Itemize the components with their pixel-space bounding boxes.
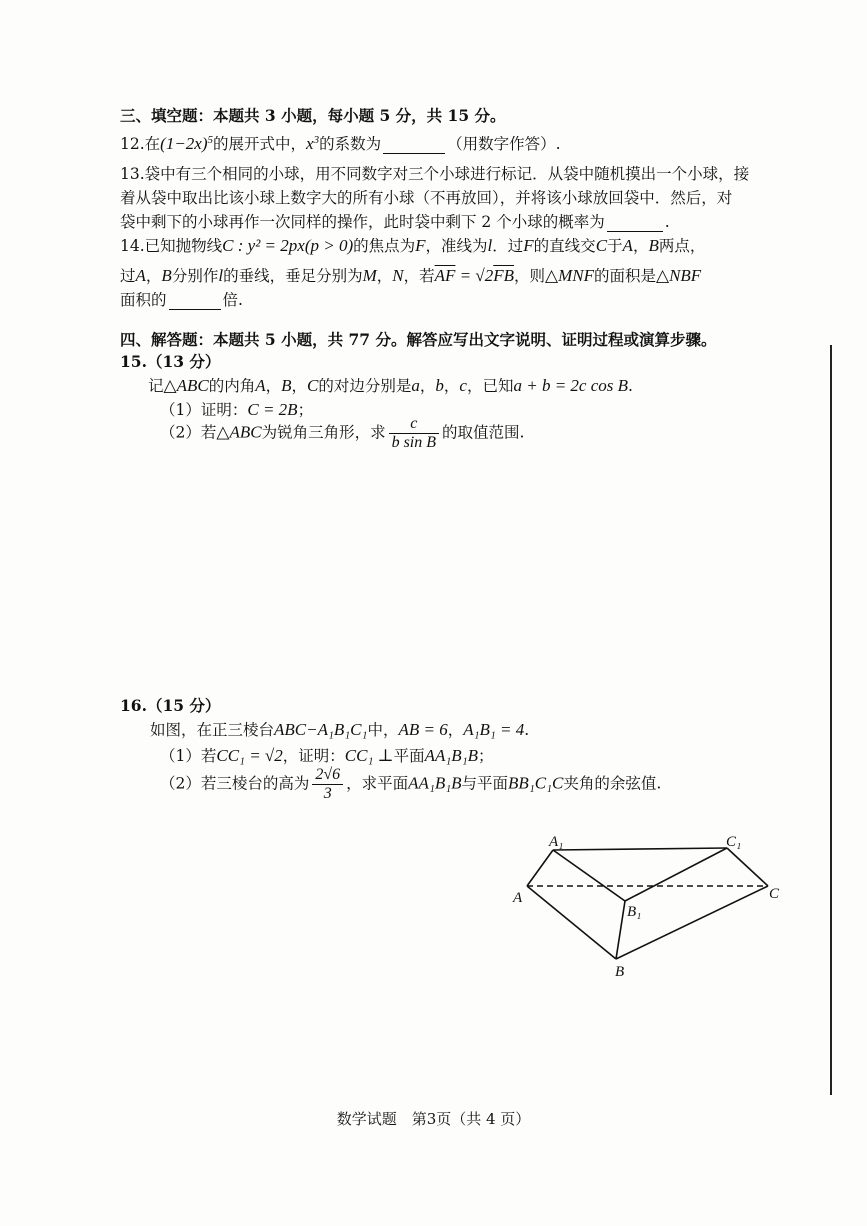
fraction-height: $\frac{2√6}{3}$ bbox=[312, 766, 343, 803]
q16-part2: （2）若三棱台的高为 $\frac{2√6}{3}$ ，求平面AA₁B₁B与平面BB₁C₁C夹角的余弦值. bbox=[160, 766, 662, 802]
answer-blank bbox=[607, 213, 663, 232]
section3-heading: 三、填空题：本题共 3 小题，每小题 5 分，共 15 分。 bbox=[120, 106, 506, 125]
q14-line2: 过A，B分别作l的垂线，垂足分别为M，N，若$\overline{AF} = √2\overline{FB}$，则△MNF的面积是△NBF bbox=[120, 266, 702, 285]
fraction-c-over-bsinB: $\frac{c}{\text{b sin B}}$ bbox=[389, 415, 439, 452]
q13-line2: 着从袋中取出比该小球上数字大的所有小球（不再放回），并将该小球放回袋中．然后，对 bbox=[120, 189, 733, 207]
q12-number: 12. bbox=[120, 135, 145, 153]
edge-C1C bbox=[727, 848, 768, 886]
q15-header: 15.（13 分） bbox=[120, 352, 221, 371]
label-C: C bbox=[769, 886, 780, 902]
label-B: B bbox=[615, 964, 625, 980]
q16-header: 16.（15 分） bbox=[120, 696, 221, 715]
edge-C1B1 bbox=[625, 848, 727, 901]
q15-intro: 记△ABC的内角A，B，C的对边分别是a，b，c，已知a + b = 2c cos B. bbox=[148, 376, 633, 395]
q14-line1: 14.已知抛物线C : y² = 2px(p > 0)的焦点为F，准线为l．过F的直线交C于A，B两点， bbox=[120, 236, 706, 255]
q13-line1: 13.袋中有三个相同的小球，用不同数字对三个小球进行标记．从袋中随机摸出一个小球，接 bbox=[120, 165, 750, 183]
label-A1: A₁ bbox=[549, 834, 564, 850]
edge-A1B1 bbox=[553, 850, 625, 901]
q15-part1: （1）证明：C = 2B； bbox=[160, 400, 314, 419]
q16-intro: 如图，在正三棱台ABC−A₁B₁C₁中，AB = 6，A₁B₁ = 4. bbox=[150, 720, 530, 739]
answer-blank bbox=[169, 291, 221, 310]
edge-CB bbox=[616, 886, 768, 959]
q14-line3: 面积的 倍. bbox=[120, 291, 243, 309]
edge-A1A bbox=[527, 850, 553, 886]
label-B1: B₁ bbox=[627, 904, 642, 920]
section4-heading: 四、解答题：本题共 5 小题，共 77 分。解答应写出文字说明、证明过程或演算步骤。 bbox=[120, 330, 717, 349]
q16-part1: （1）若CC₁ = √2，证明：CC₁ ⊥平面AA₁B₁B； bbox=[160, 746, 494, 765]
q15-part2: （2）若△ABC为锐角三角形，求 $\frac{c}{\text{b sin B}}$ 的取值范围. bbox=[160, 415, 525, 451]
frustum-figure bbox=[505, 826, 795, 986]
label-A: A bbox=[513, 890, 523, 906]
answer-blank bbox=[383, 135, 445, 154]
q13-line3: 袋中剩下的小球再作一次同样的操作，此时袋中剩下 2 个小球的概率为 . bbox=[120, 213, 670, 231]
edge-B1B bbox=[616, 901, 625, 959]
edge-AB bbox=[527, 886, 616, 959]
page-footer: 数学试题 第3页（共 4 页） bbox=[336, 1110, 531, 1128]
q12: 12.在$(1-2x)^5$的展开式中，$x^3$的系数为 （用数字作答）. bbox=[120, 133, 561, 153]
edge-A1C1 bbox=[553, 848, 727, 850]
label-C1: C₁ bbox=[726, 834, 742, 850]
margin-rule bbox=[830, 345, 832, 1095]
q12-expression: (1−2x) bbox=[160, 134, 208, 153]
